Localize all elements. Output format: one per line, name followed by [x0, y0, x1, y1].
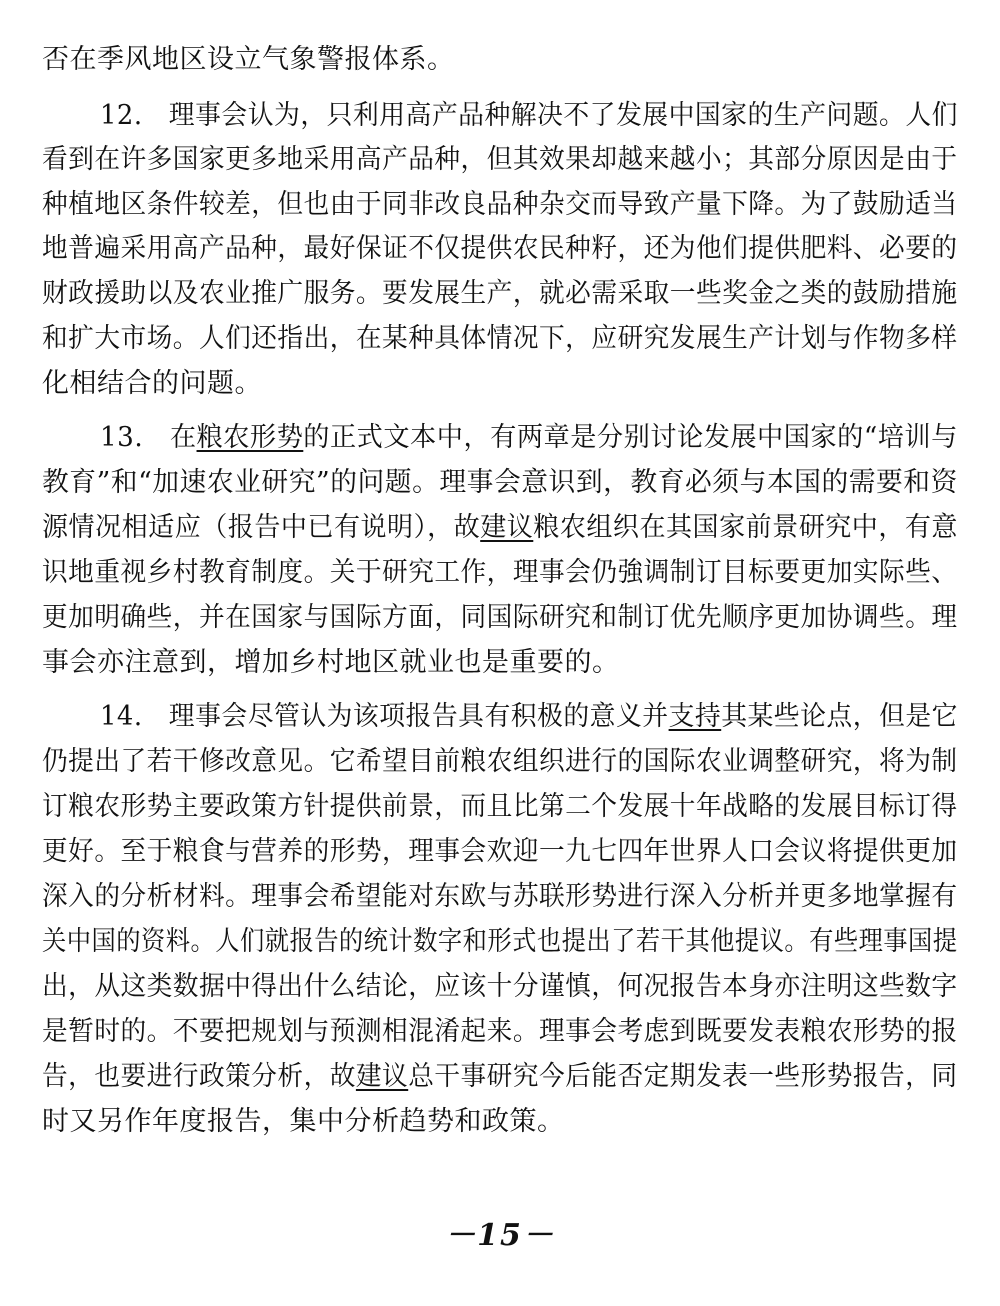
- underlined-recommendation-2: 建议: [355, 1061, 409, 1092]
- paragraph-14-line-8: 是暂时的。不要把规划与预测相混淆起来。理事会考虑到既要发表粮农形势的报: [42, 1016, 958, 1047]
- paragraph-11-end: 否在季风地区设立气象警报体系。: [42, 44, 455, 75]
- paragraph-14-line-5: 深入的分析材料。理事会希望能对东欧与苏联形势进行深入分析并更多地掌握有: [42, 881, 958, 912]
- paragraph-14-line-9-lead: 告，也要进行政策分析，故: [42, 1061, 356, 1092]
- paragraph-14-line-9-rest: 总干事研究今后能否定期发表一些形势报告，同: [408, 1061, 958, 1092]
- paragraph-14-line-4: 更好。至于粮食与营养的形势，理事会欢迎一九七四年世界人口会议将提供更加: [42, 836, 958, 867]
- paragraph-13-line-3-rest: 粮农组织在其国家前景研究中，有意: [533, 512, 958, 543]
- underlined-title: 粮农形势: [196, 422, 304, 453]
- paragraph-14-line-2: 仍提出了若干修改意见。它希望目前粮农组织进行的国际农业调整研究，将为制: [42, 746, 958, 777]
- paragraph-13-lead: 13. 在: [100, 422, 197, 453]
- paragraph-14-line-6: 关中国的资料。人们就报告的统计数字和形式也提出了若干其他提议。有些理事国提: [42, 926, 958, 957]
- paragraph-13-line-3-lead: 源情况相适应（报告中已有说明），故: [42, 512, 481, 543]
- paragraph-13-line-2: 教育”和“加速农业研究”的问题。理事会意识到，教育必须与本国的需要和资: [42, 467, 958, 498]
- paragraph-14-line-1: [100, 697, 958, 737]
- paragraph-12-line-1: 12. 理事会认为，只利用高产品种解决不了发展中国家的生产问题。人们: [100, 100, 958, 131]
- paragraph-14-line-9: [42, 1057, 958, 1097]
- paragraph-14-rest: 其某些论点，但是它: [721, 701, 958, 732]
- paragraph-13-line-3: [42, 508, 958, 548]
- paragraph-13-line-6: 事会亦注意到，增加乡村地区就业也是重要的。: [42, 647, 620, 678]
- paragraph-14-line-7: 出，从这类数据中得出什么结论，应该十分谨慎，何况报告本身亦注明这些数字: [42, 971, 958, 1002]
- paragraph-13-rest: 的正式文本中，有两章是分别讨论发展中国家的“培训与: [303, 422, 958, 453]
- paragraph-13-line-1: [100, 418, 958, 458]
- paragraph-14-line-10: 时又另作年度报告，集中分析趋势和政策。: [42, 1106, 565, 1137]
- paragraph-12-line-7: 化相结合的问题。: [42, 368, 262, 399]
- paragraph-12-line-6: 和扩大市场。人们还指出，在某种具体情况下，应研究发展生产计划与作物多样: [42, 323, 958, 354]
- paragraph-13-line-4: 识地重视乡村教育制度。关于研究工作，理事会仍強调制订目标要更加实际些、: [42, 557, 958, 588]
- paragraph-13-line-5: 更加明确些，并在国家与国际方面，同国际研究和制订优先顺序更加协调些。理: [42, 602, 958, 633]
- underlined-support: 支持: [668, 701, 722, 732]
- paragraph-12-line-4: 地普遍采用高产品种，最好保证不仅提供农民种籽，还为他们提供肥料、必要的: [42, 233, 958, 264]
- page-number: －15－: [445, 1218, 555, 1253]
- paragraph-14-line-3: 订粮农形势主要政策方针提供前景，而且比第二个发展十年战略的发展目标订得: [42, 791, 958, 822]
- paragraph-14-lead: 14. 理事会尽管认为该项报告具有积极的意义并: [100, 701, 669, 732]
- paragraph-12-line-3: 种植地区条件较差，但也由于同非改良品种杂交而导致产量下降。为了鼓励适当: [42, 189, 958, 220]
- paragraph-12-line-2: 看到在许多国家更多地采用高产品种，但其效果却越来越小；其部分原因是由于: [42, 144, 958, 175]
- underlined-recommendation: 建议: [480, 512, 534, 543]
- paragraph-12-line-5: 财政援助以及农业推广服务。要发展生产，就必需采取一些奖金之类的鼓励措施: [42, 278, 958, 309]
